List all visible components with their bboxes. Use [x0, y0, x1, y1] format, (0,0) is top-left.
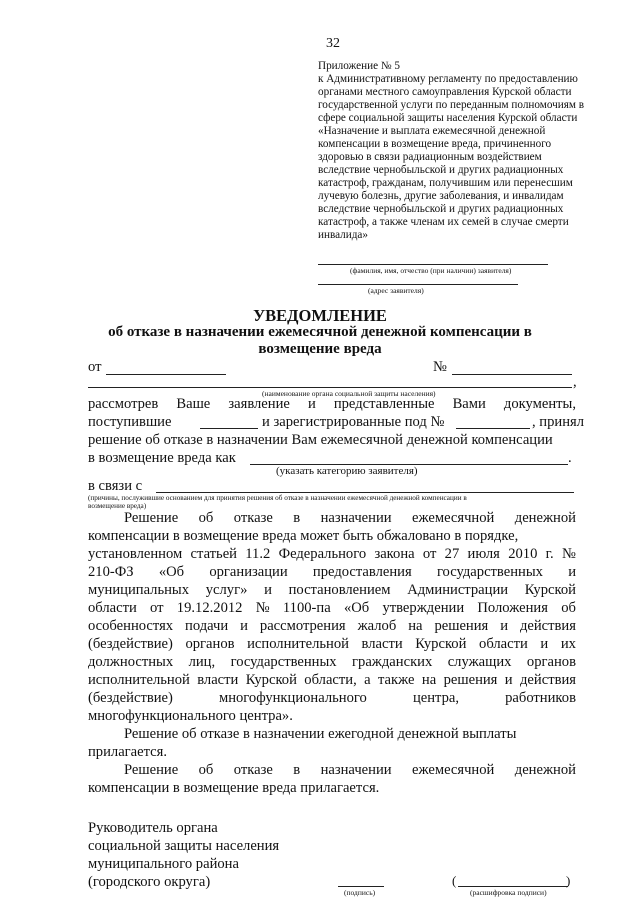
- word: Администрации: [407, 582, 509, 598]
- word: 2010: [508, 546, 538, 562]
- word: 1100-па: [282, 600, 331, 616]
- word: Федерального: [278, 546, 367, 562]
- word: Курской: [415, 636, 467, 652]
- word: также: [378, 672, 415, 688]
- word: от: [150, 600, 164, 616]
- paragraph3-line1: Решение об отказе в назначении ежегодной денежной выплаты: [124, 726, 517, 742]
- word: власти: [197, 672, 239, 688]
- word: отказе: [233, 762, 273, 778]
- word: Решение: [124, 510, 179, 526]
- word: организации: [209, 564, 288, 580]
- word: исполнительной: [247, 636, 349, 652]
- word: денежной: [514, 762, 576, 778]
- word: июля: [467, 546, 500, 562]
- from-label: от: [88, 359, 102, 375]
- word: постановлением: [288, 582, 391, 598]
- appendix-line: здоровью в связи радиационным воздействием: [318, 151, 542, 163]
- paragraph2-line1: [124, 510, 576, 527]
- word: г.: [545, 546, 554, 562]
- registered-label: и зарегистрированные под №: [262, 414, 445, 430]
- paragraph2-line2: компенсации в возмещение вреда может быть обжаловано в порядке,: [88, 528, 519, 544]
- word: решения: [434, 618, 489, 634]
- word: услуг»: [205, 582, 248, 598]
- word: муниципальных: [88, 582, 190, 598]
- appendix-line: государственной услуги по переданным полномочиям в: [318, 99, 585, 111]
- comma: ,: [573, 374, 577, 390]
- appendix-line: вследствие чернобыльской и других радиационных: [318, 203, 564, 215]
- word: и: [540, 636, 549, 652]
- paragraph2-line12: многофункционального центра».: [88, 708, 293, 724]
- word: жалоб: [357, 618, 397, 634]
- appendix-line: компенсации в возмещение вреда, причиненного: [318, 138, 552, 150]
- authority-line: [88, 387, 572, 388]
- word: №: [255, 600, 270, 616]
- word: (бездействие): [88, 636, 173, 652]
- paragraph2-line3: [88, 546, 576, 563]
- appendix-line: Приложение № 5: [318, 60, 400, 72]
- paragraph2-line8: [88, 636, 576, 653]
- word: рассмотрения: [259, 618, 346, 634]
- word: Курской: [245, 672, 297, 688]
- in-connection-label: в связи с: [88, 478, 143, 494]
- word: а: [364, 672, 371, 688]
- word: 11.2: [245, 546, 271, 562]
- appendix-line: катастроф, гражданам, получившим или перенесшим: [318, 177, 573, 189]
- word: утверждении: [382, 600, 465, 616]
- signatory-line4: (городского округа): [88, 874, 211, 890]
- applicant-name-caption: (фамилия, имя, отчество (при наличии) заявителя): [350, 266, 512, 275]
- word: должностных: [88, 654, 174, 670]
- word: в: [293, 762, 301, 778]
- word: исполнительной: [88, 672, 190, 688]
- signatory-line1: Руководитель органа: [88, 820, 218, 836]
- word: многофункционального: [218, 690, 367, 706]
- word: статьей: [190, 546, 237, 562]
- appendix-line: лучевую болезнь, другие заболевания, и инвалидам: [318, 190, 564, 202]
- word: центра,: [412, 690, 460, 706]
- signatory-line2: социальной защиты населения: [88, 838, 280, 854]
- page-number: 32: [326, 36, 340, 51]
- word: заявление: [228, 396, 290, 412]
- signatory-line3: муниципального района: [88, 856, 239, 872]
- registered-number-line: [456, 428, 530, 429]
- paragraph2-line4: [88, 564, 576, 581]
- word: области: [479, 636, 528, 652]
- word: и: [240, 618, 248, 634]
- decryption-paren-open: (: [452, 873, 457, 888]
- word: Решение: [124, 762, 179, 778]
- reasons-caption-2: возмещение вреда): [88, 502, 147, 510]
- word: области,: [304, 672, 357, 688]
- word: от: [422, 546, 437, 562]
- document-subtitle: об отказе в назначении ежемесячной денежной компенсации в: [108, 324, 532, 340]
- received-label: поступившие: [88, 414, 172, 430]
- word: денежной: [514, 510, 576, 526]
- period: .: [568, 450, 572, 466]
- paragraph2-line5: [88, 582, 576, 599]
- word: органов: [526, 654, 576, 670]
- word: государственных: [436, 564, 543, 580]
- word: ежемесячной: [411, 510, 495, 526]
- appendix-line: катастроф, а также членам их семей в случае смерти: [318, 216, 569, 228]
- paragraph4-line2: компенсации в возмещение вреда прилагается.: [88, 780, 380, 796]
- paragraph2-line9: [88, 654, 576, 671]
- word: служащих: [447, 654, 512, 670]
- word: назначении: [320, 762, 392, 778]
- word: и: [307, 396, 316, 412]
- paragraph3-line2: прилагается.: [88, 744, 168, 760]
- word: лиц,: [188, 654, 216, 670]
- word: закона: [374, 546, 415, 562]
- word: власти: [361, 636, 403, 652]
- word: органов: [185, 636, 235, 652]
- paragraph2-line7: [88, 618, 576, 635]
- appendix-line: к Административному регламенту по предоставлению: [318, 73, 578, 85]
- word: 19.12.2012: [176, 600, 243, 616]
- number-label: №: [433, 359, 447, 375]
- word: отказе: [233, 510, 273, 526]
- word: их: [560, 636, 576, 652]
- word: Курской: [524, 582, 576, 598]
- date-line: [106, 374, 226, 375]
- authority-caption: (наименование органа социальной защиты населения): [262, 389, 436, 398]
- received-date-line: [200, 428, 258, 429]
- word: рассмотрев: [88, 396, 159, 412]
- word: предоставления: [312, 564, 412, 580]
- number-line: [452, 374, 572, 375]
- reasons-caption-1: (причины, послужившие основанием для принятия решения об отказе в назначении ежемесячной денежной компенсации в: [88, 494, 467, 502]
- word: ежемесячной: [411, 762, 495, 778]
- word: и: [264, 582, 272, 598]
- word: №: [561, 546, 576, 562]
- word: Ваше: [176, 396, 211, 412]
- signature-caption: (подпись): [344, 888, 376, 897]
- word: и: [504, 672, 513, 688]
- word: действия: [519, 618, 576, 634]
- word: на: [421, 672, 437, 688]
- decryption-paren-close: ): [566, 873, 571, 888]
- paragraph4-line1: [124, 762, 576, 779]
- word: об: [198, 762, 214, 778]
- word: 210-ФЗ: [88, 564, 134, 580]
- appendix-line: органами местного самоуправления Курской области: [318, 86, 572, 98]
- paragraph2-line11: [88, 690, 576, 707]
- word: гражданских: [352, 654, 433, 670]
- word: подачи: [185, 618, 229, 634]
- word: документы,: [503, 396, 576, 412]
- word: на: [408, 618, 423, 634]
- category-caption: (указать категорию заявителя): [276, 465, 418, 477]
- appendix-line: вследствие чернобыльской и других радиационных: [318, 164, 564, 176]
- appendix-header: [318, 60, 608, 242]
- word: «Об: [158, 564, 185, 580]
- applicant-address-caption: (адрес заявителя): [368, 286, 424, 295]
- word: установленном: [88, 546, 183, 562]
- paragraph1-line4: в возмещение вреда как: [88, 450, 236, 466]
- paragraph2-line6: [88, 600, 576, 617]
- word: действия: [520, 672, 576, 688]
- word: и: [500, 618, 509, 634]
- word: работников: [505, 690, 576, 706]
- word: решения: [443, 672, 498, 688]
- word: (бездействие): [88, 690, 173, 706]
- word: назначении: [320, 510, 392, 526]
- paragraph2-line10: [88, 672, 576, 689]
- word: и: [568, 564, 576, 580]
- word: в: [293, 510, 301, 526]
- signature-line: [338, 886, 384, 887]
- appendix-line: «Назначение и выплата ежемесячной денежной: [318, 125, 546, 137]
- decryption-line: [458, 886, 568, 887]
- word: государственных: [230, 654, 337, 670]
- word: Положения: [477, 600, 548, 616]
- appendix-line: инвалида»: [318, 229, 368, 241]
- accepted-label: , принял: [532, 414, 585, 430]
- word: 27: [444, 546, 460, 562]
- paragraph1-line3: решение об отказе в назначении Вам ежемесячной денежной компенсации: [88, 432, 553, 448]
- word: представленные: [333, 396, 435, 412]
- decryption-caption: (расшифровка подписи): [470, 888, 547, 897]
- document-subtitle-2: возмещение вреда: [258, 341, 382, 357]
- word: особенностях: [88, 618, 174, 634]
- appendix-line: сфере социальной защиты населения Курской области: [318, 112, 578, 124]
- reasons-line: [156, 492, 574, 493]
- word: об: [561, 600, 576, 616]
- word: Вами: [452, 396, 486, 412]
- document-title: УВЕДОМЛЕНИЕ: [253, 306, 387, 325]
- applicant-address-line: [318, 284, 518, 285]
- paragraph1-line1: [88, 396, 576, 413]
- applicant-name-line: [318, 264, 548, 265]
- word: области: [88, 600, 137, 616]
- word: об: [198, 510, 214, 526]
- word: «Об: [343, 600, 370, 616]
